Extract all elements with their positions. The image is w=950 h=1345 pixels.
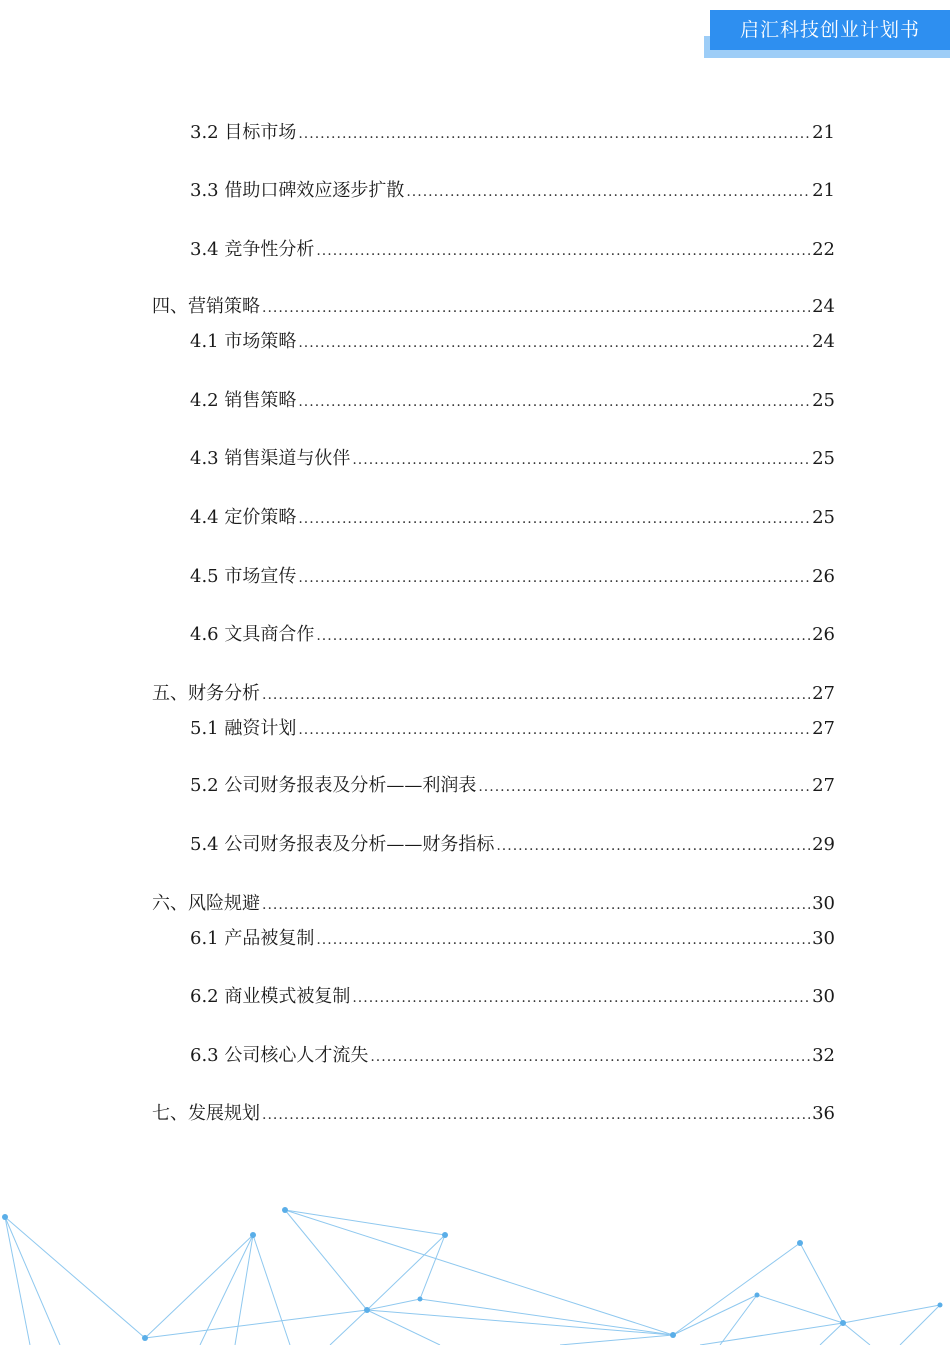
toc-entry-page: 26: [812, 566, 835, 587]
toc-entry-page: 22: [812, 239, 835, 260]
toc-chapter-entry[interactable]: [152, 292, 835, 318]
toc-entry[interactable]: [190, 771, 835, 797]
toc-dot-leader: [298, 394, 810, 410]
toc-dot-leader: [370, 1049, 810, 1065]
document-title-badge: 启汇科技创业计划书: [710, 10, 950, 50]
toc-entry[interactable]: [190, 1041, 835, 1067]
toc-entry[interactable]: [190, 503, 835, 529]
toc-entry-page: 25: [812, 448, 835, 469]
toc-entry-title: 4.2 销售策略: [190, 390, 297, 411]
toc-dot-leader: [478, 779, 810, 795]
toc-entry-title: 5.2 公司财务报表及分析——利润表: [190, 775, 477, 796]
toc-dot-leader: [316, 628, 810, 644]
toc-entry-page: 26: [812, 624, 835, 645]
network-decoration: [0, 1195, 950, 1345]
toc-entry-title: 3.4 竞争性分析: [190, 239, 315, 260]
toc-dot-leader: [298, 335, 810, 351]
toc-entry-title: 5.1 融资计划: [190, 718, 297, 739]
toc-entry-title: 6.1 产品被复制: [190, 928, 315, 949]
toc-entry-page: 25: [812, 507, 835, 528]
toc-entry-title: 4.1 市场策略: [190, 331, 297, 352]
toc-entry-page: 30: [812, 928, 835, 949]
toc-entry[interactable]: [190, 118, 835, 144]
toc-dot-leader: [298, 570, 810, 586]
toc-entry[interactable]: [190, 982, 835, 1008]
toc-entry-title: 四、营销策略: [152, 296, 260, 317]
toc-dot-leader: [298, 511, 810, 527]
toc-chapter-entry[interactable]: [152, 889, 835, 915]
toc-entry[interactable]: [190, 444, 835, 470]
network-lines: [5, 1210, 940, 1345]
toc-entry-title: 3.3 借助口碑效应逐步扩散: [190, 180, 405, 201]
toc-entry-page: 21: [812, 122, 835, 143]
toc-entry-title: 5.4 公司财务报表及分析——财务指标: [190, 834, 495, 855]
toc-entry-page: 25: [812, 390, 835, 411]
toc-entry-title: 六、风险规避: [152, 893, 260, 914]
toc-dot-leader: [262, 897, 810, 913]
toc-entry[interactable]: [190, 562, 835, 588]
toc-entry[interactable]: [190, 830, 835, 856]
toc-dot-leader: [316, 932, 810, 948]
toc-entry-title: 4.3 销售渠道与伙伴: [190, 448, 351, 469]
toc-dot-leader: [262, 1107, 810, 1123]
toc-dot-leader: [316, 243, 810, 259]
toc-entry-title: 五、财务分析: [152, 683, 260, 704]
toc-entry-page: 21: [812, 180, 835, 201]
toc-entry-page: 29: [812, 834, 835, 855]
toc-entry[interactable]: [190, 235, 835, 261]
toc-entry[interactable]: [190, 924, 835, 950]
toc-dot-leader: [298, 126, 810, 142]
toc-entry[interactable]: [190, 714, 835, 740]
toc-entry-page: 30: [812, 893, 835, 914]
toc-dot-leader: [262, 300, 810, 316]
toc-entry-title: 3.2 目标市场: [190, 122, 297, 143]
toc-entry-title: 4.5 市场宣传: [190, 566, 297, 587]
toc-entry[interactable]: [190, 620, 835, 646]
toc-dot-leader: [406, 184, 810, 200]
toc-entry-page: 24: [812, 296, 835, 317]
network-nodes: [2, 1207, 943, 1341]
toc-entry-page: 27: [812, 683, 835, 704]
toc-chapter-entry[interactable]: [152, 679, 835, 705]
toc-entry-page: 30: [812, 986, 835, 1007]
toc-entry-title: 6.3 公司核心人才流失: [190, 1045, 369, 1066]
toc-dot-leader: [352, 990, 810, 1006]
toc-dot-leader: [262, 687, 810, 703]
toc-chapter-entry[interactable]: [152, 1099, 835, 1125]
toc-entry-page: 24: [812, 331, 835, 352]
toc-entry-title: 4.6 文具商合作: [190, 624, 315, 645]
toc-entry-title: 4.4 定价策略: [190, 507, 297, 528]
toc-entry-page: 32: [812, 1045, 835, 1066]
toc-entry-title: 七、发展规划: [152, 1103, 260, 1124]
toc-entry-page: 27: [812, 718, 835, 739]
toc-entry-title: 6.2 商业模式被复制: [190, 986, 351, 1007]
toc-entry-page: 36: [812, 1103, 835, 1124]
toc-entry[interactable]: [190, 386, 835, 412]
toc-entry[interactable]: [190, 176, 835, 202]
toc-dot-leader: [352, 452, 810, 468]
toc-entry-page: 27: [812, 775, 835, 796]
toc-entry[interactable]: [190, 327, 835, 353]
toc-dot-leader: [298, 722, 810, 738]
toc-dot-leader: [496, 838, 810, 854]
